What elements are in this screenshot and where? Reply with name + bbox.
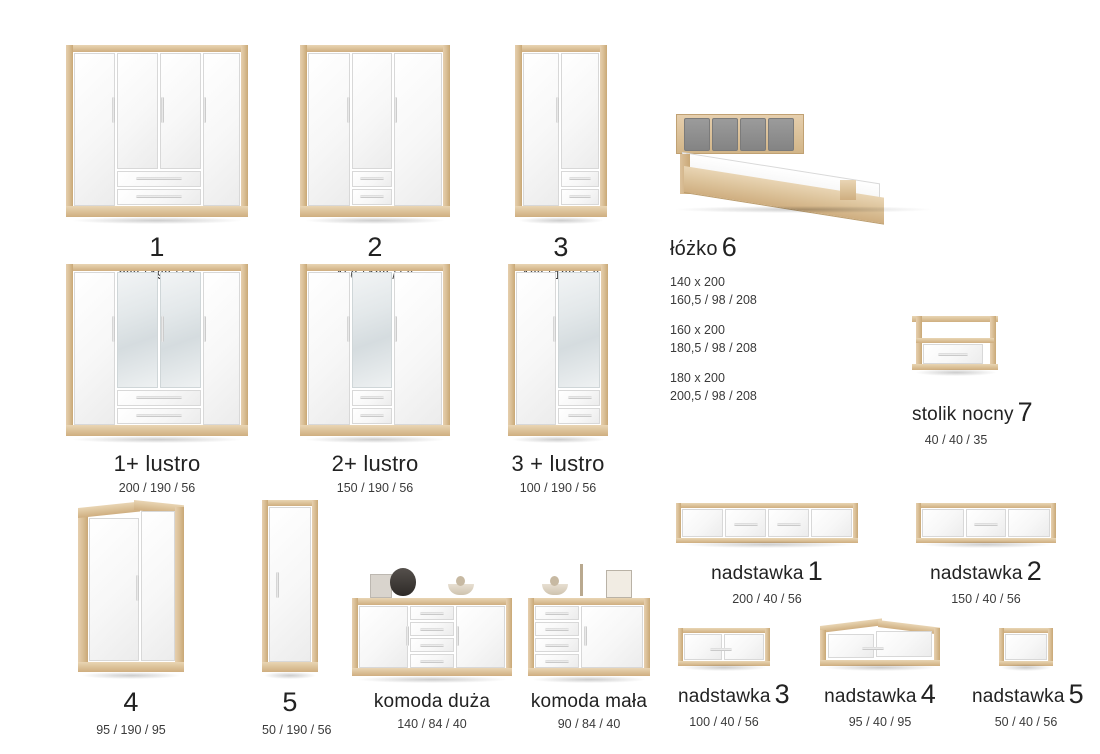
komoda-duza-decor	[352, 558, 512, 598]
komoda-mala-label: komoda mała	[530, 691, 648, 712]
stolik-nocny-7-drawing	[912, 310, 1000, 372]
product-wardrobe-3	[515, 45, 607, 283]
product-wardrobe-1-mirror	[66, 264, 248, 496]
wardrobe-3-mirror-label: 3 + lustro	[511, 451, 605, 476]
wardrobe-narrow-5-dims: 50 / 190 / 56	[262, 722, 332, 737]
nadstawka-2-name: nadstawka	[930, 563, 1023, 584]
nadstawka-4-drawing	[820, 620, 940, 666]
nadstawka-1-caption	[676, 555, 858, 607]
komoda-mala-dims: 90 / 84 / 40	[557, 716, 621, 731]
komoda-duza-label: komoda duża	[373, 691, 491, 712]
bed-6-dim-1: 160,5 / 98 / 208	[670, 292, 757, 307]
stolik-nocny-7-label	[912, 396, 1033, 430]
product-nadstawka-5	[972, 628, 1084, 730]
wardrobe-1-label: 1	[149, 232, 165, 262]
bed-6-label	[670, 231, 960, 265]
nadstawka-4-label	[820, 678, 940, 712]
nadstawka-4-number: 4	[920, 679, 936, 709]
product-wardrobe-2	[300, 45, 450, 283]
nadstawka-3-dims: 100 / 40 / 56	[689, 714, 759, 729]
stolik-nocny-7-dims: 40 / 40 / 35	[924, 432, 988, 447]
nadstawka-4-name: nadstawka	[824, 686, 917, 707]
wardrobe-1-mirror-label: 1+ lustro	[113, 451, 201, 476]
nadstawka-1-dims: 200 / 40 / 56	[732, 591, 802, 606]
bed-6-dim-2: 160 x 200	[670, 323, 725, 337]
bed-6-number: 6	[721, 232, 737, 262]
wardrobe-2-mirror-caption	[300, 450, 450, 496]
nadstawka-2-dims: 150 / 40 / 56	[951, 591, 1021, 606]
wardrobe-1-drawing	[66, 45, 248, 217]
nadstawka-3-drawing	[678, 628, 770, 666]
komoda-duza-dims: 140 / 84 / 40	[397, 716, 467, 731]
nadstawka-5-drawing	[999, 628, 1053, 666]
wardrobe-1-mirror-dims: 200 / 190 / 56	[118, 480, 196, 495]
nadstawka-4-caption	[820, 678, 940, 730]
nadstawka-2-drawing	[916, 503, 1056, 543]
nadstawka-1-drawing	[676, 503, 858, 543]
nadstawka-1-label	[676, 555, 858, 589]
komoda-mala-decor	[528, 558, 650, 598]
product-wardrobe-corner-4	[78, 500, 184, 738]
wardrobe-narrow-5-caption	[262, 686, 332, 738]
nadstawka-3-number: 3	[774, 679, 790, 709]
wardrobe-corner-4-caption	[78, 686, 184, 738]
nadstawka-2-caption	[916, 555, 1056, 607]
nadstawka-5-number: 5	[1068, 679, 1084, 709]
komoda-duza-caption	[352, 690, 512, 732]
product-wardrobe-narrow-5	[262, 500, 332, 738]
nadstawka-5-name: nadstawka	[972, 686, 1065, 707]
nadstawka-1-name: nadstawka	[711, 563, 804, 584]
wardrobe-2-mirror-dims: 150 / 190 / 56	[336, 480, 414, 495]
nadstawka-5-caption	[972, 678, 1084, 730]
product-komoda-duza	[352, 558, 512, 732]
wardrobe-narrow-5-label: 5	[282, 687, 298, 717]
wardrobe-corner-4-label: 4	[123, 687, 139, 717]
wardrobe-2-drawing	[300, 45, 450, 217]
product-nadstawka-2	[916, 503, 1056, 607]
komoda-mala-drawing	[528, 598, 650, 676]
wardrobe-corner-4-dims: 95 / 190 / 95	[96, 722, 166, 737]
wardrobe-2-label: 2	[367, 232, 383, 262]
product-wardrobe-3-mirror	[508, 264, 608, 496]
bed-6-dim-3: 180,5 / 98 / 208	[670, 341, 757, 356]
wardrobe-2-mirror-label: 2+ lustro	[331, 451, 419, 476]
nadstawka-3-caption	[678, 678, 790, 730]
wardrobe-3-label: 3	[553, 232, 569, 262]
product-wardrobe-1	[66, 45, 248, 283]
wardrobe-narrow-5-drawing	[262, 500, 318, 672]
komoda-duza-drawing	[352, 598, 512, 676]
nadstawka-5-dims: 50 / 40 / 56	[994, 714, 1058, 729]
bed-6-dim-0: 140 x 200	[670, 274, 725, 289]
stolik-nocny-7-number: 7	[1017, 397, 1033, 427]
wardrobe-2-mirror-drawing	[300, 264, 450, 436]
wardrobe-corner-4-drawing	[78, 500, 184, 672]
stolik-nocny-7-caption	[912, 396, 1033, 448]
product-nadstawka-3	[678, 628, 790, 730]
wardrobe-3-mirror-caption	[508, 450, 608, 496]
wardrobe-1-mirror-drawing	[66, 264, 248, 436]
wardrobe-3-drawing	[515, 45, 607, 217]
wardrobe-3-mirror-dims: 100 / 190 / 56	[519, 480, 597, 495]
product-wardrobe-2-mirror	[300, 264, 450, 496]
nadstawka-1-number: 1	[807, 556, 823, 586]
nadstawka-5-label	[972, 678, 1084, 712]
nadstawka-2-label	[916, 555, 1056, 589]
bed-6-dim-4: 180 x 200	[670, 371, 725, 386]
wardrobe-3-mirror-drawing	[508, 264, 608, 436]
komoda-mala-caption	[528, 690, 650, 732]
nadstawka-3-label	[678, 678, 790, 712]
bed-6-name: łóżko	[670, 238, 718, 260]
nadstawka-2-number: 2	[1026, 556, 1042, 586]
product-komoda-mala	[528, 558, 650, 732]
product-nadstawka-1	[676, 503, 858, 607]
product-nadstawka-4	[820, 620, 940, 730]
bed-6-drawing	[670, 100, 960, 215]
nadstawka-3-name: nadstawka	[678, 686, 771, 707]
bed-6-dim-5: 200,5 / 98 / 208	[670, 389, 757, 404]
stolik-nocny-7-name: stolik nocny	[912, 404, 1014, 425]
product-stolik-nocny-7	[912, 310, 1033, 448]
nadstawka-4-dims: 95 / 40 / 95	[848, 714, 912, 729]
wardrobe-1-mirror-caption	[66, 450, 248, 496]
